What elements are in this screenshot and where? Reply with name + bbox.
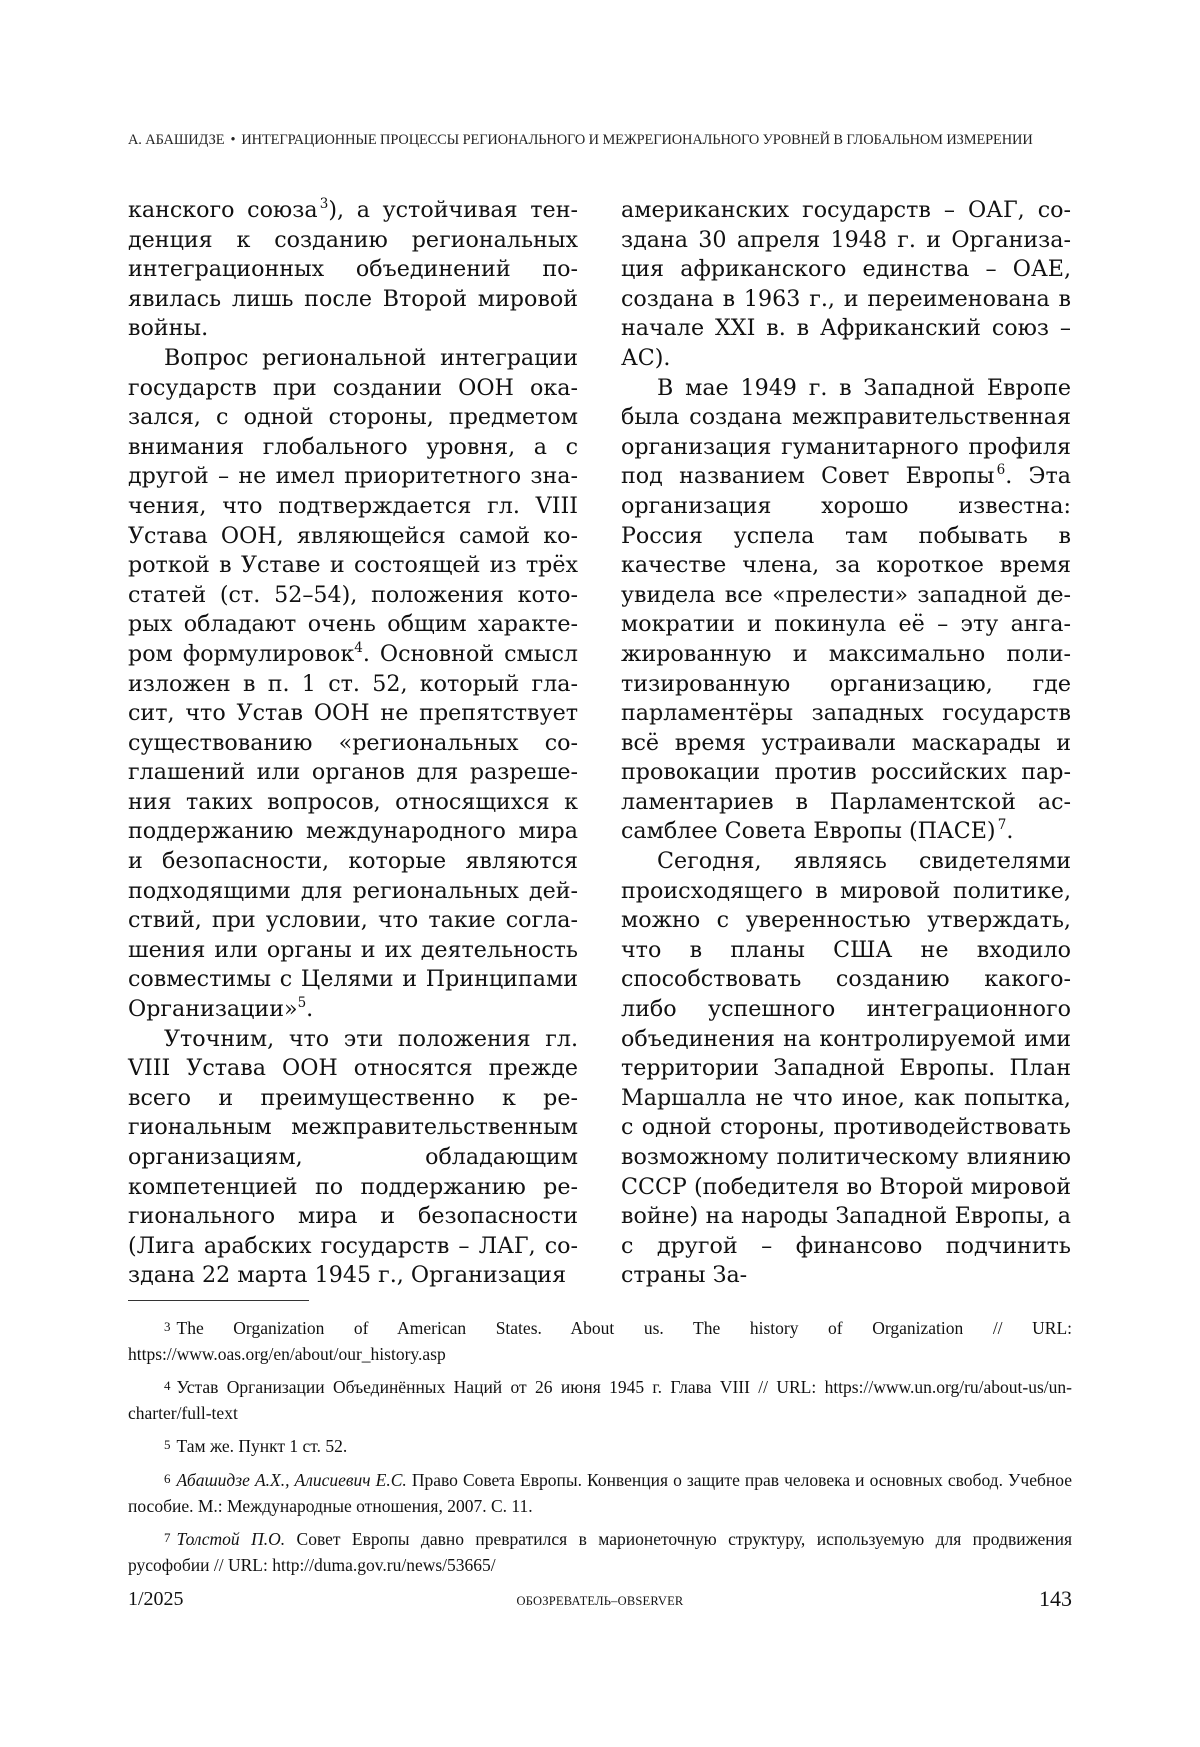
footnote-3: 3 The Organization of American States. About us. The history of Organization // URL: https://www.oas.org/en/about/our_history.asp bbox=[128, 1318, 1072, 1364]
header-author: А. АБАШИДЗЕ bbox=[128, 132, 225, 148]
footnote-ref-4[interactable]: 4 bbox=[354, 639, 363, 656]
left-paragraph-1: канского союза $^3$), а устойчивая тенденция к созданию региональных интеграционных объединений появилась лишь после Второй мировой войны. bbox=[128, 196, 578, 342]
footnote-7: 7 Толстой П.О. Совет Европы давно превратился в марионеточную структуру, используемую для продвижения русофобии // URL: http://duma.gov.ru/news/53665/ bbox=[128, 1529, 1072, 1575]
left-paragraph-2: Вопрос региональной интеграции государств при создании ООН оказался, с одной стороны, предметом внимания глобального уровня, а с другой – не имел приоритетного значения, что подтверждается гл. VIII Устава ООН, являющейся самой короткой в Уставе и состоящей из трёх статей (ст. 52–54), положения которых обладают очень общим характером формулировок$^4$. Основной смысл изложен в п. 1 ст. 52, который гласит, что Устав ООН не препятствует существованию «региональных соглашений или органов для разрешения таких вопросов, относящихся к поддержанию международного мира и безопасности, которые являются подходящими для региональных действий, при условии, что такие соглашения или органы и их деятельность совместимы с Целями и Принципами Организации»$^5$. bbox=[128, 344, 578, 1023]
footnote-ref-7[interactable]: 7 bbox=[997, 817, 1007, 834]
left-column bbox=[128, 196, 578, 1291]
left-paragraph-3: Уточним, что эти положения гл. VIII Устава ООН относятся прежде всего и преимущественно к региональным межправительственным организациям, обладающим компетенцией по поддержанию регионального мира и безопасности (Лига арабских государств – ЛАГ, создана 22 марта 1945 г., Организация bbox=[128, 1025, 578, 1289]
right-paragraph-1: американских государств – ОАГ, создана 30 апреля 1948 г. и Организация африканского единства – ОАЕ, создана в 1963 г., и переименована в начале XXI в. в Африканский союз – АС). bbox=[621, 197, 1071, 371]
footnotes bbox=[128, 1314, 1072, 1584]
footnote-link[interactable]: Устав Организации Объединённых Наций от 26 июня 1945 г. Глава VIII // URL: https://www.un.org/ru/about-us/un-charter/full-text bbox=[128, 1377, 1072, 1423]
footnote-link[interactable]: The Organization of American States. About us. The history of Organization // URL: https://www.oas.org/en/about/our_history.asp bbox=[128, 1318, 1072, 1364]
footnote-divider bbox=[128, 1300, 309, 1301]
footnote-ref-3[interactable]: 3 bbox=[319, 196, 329, 212]
running-header bbox=[128, 132, 1072, 149]
journal-name: ОБОЗРЕВАТЕЛЬ–OBSERVER bbox=[516, 1594, 684, 1608]
footnote-link[interactable]: Совет Европы давно превратился в марионеточную структуру, используемую для продвижения русофобии // URL: http://duma.gov.ru/news/53665/ bbox=[128, 1529, 1072, 1575]
right-paragraph-2: В мае 1949 г. в Западной Европе была создана межправительственная организация гуманитарного профиля под названием Совет Европы $^6$. Эта организация хорошо известна: Россия успела там побывать в качестве члена, за короткое время увидела все «прелести» западной демократии и покинула её – эту ангажированную и максимально политизированную организацию, где парламентёры западных государств всё время устраивали маскарады и провокации против российских парламентариев в Парламентской ассамблее Совета Европы (ПАСЕ) $^7$. bbox=[621, 374, 1071, 845]
footnote-5: 5 Там же. Пункт 1 ст. 52. bbox=[164, 1436, 348, 1457]
issue-number: 1/2025 bbox=[128, 1588, 184, 1610]
footnote-ref-6[interactable]: 6 bbox=[996, 462, 1006, 479]
footnote-ref-5[interactable]: 5 bbox=[297, 995, 307, 1012]
page-number: 143 bbox=[1039, 1586, 1072, 1611]
footnote-4: 4 Устав Организации Объединённых Наций от 26 июня 1945 г. Глава VIII // URL: https://www.un.org/ru/about-us/un-charter/full-text bbox=[128, 1377, 1072, 1423]
right-column bbox=[621, 196, 1071, 1291]
header-title: ИНТЕГРАЦИОННЫЕ ПРОЦЕССЫ РЕГИОНАЛЬНОГО И МЕЖРЕГИОНАЛЬНОГО УРОВНЕЙ В ГЛОБАЛЬНОМ ИЗМЕРЕНИИ bbox=[241, 132, 1033, 148]
header-separator: • bbox=[230, 132, 236, 148]
right-paragraph-3: Сегодня, являясь свидетелями происходящего в мировой политике, можно с уверенностью утверждать, что в планы США не входило способствовать созданию какого-либо успешного интеграционного объединения на контролируемой ими территории Западной Европы. План Маршалла не что иное, как попытка, с одной стороны, противодействовать возможному политическому влиянию СССР (победителя во Второй мировой войне) на народы Западной Европы, а с другой – финансово подчинить страны За- bbox=[621, 848, 1071, 1289]
footnote-6: 6 Абашидзе А.Х., Алисиевич Е.С. Право Совета Европы. Конвенция о защите прав человека и основных свобод. Учебное пособие. М.: Международные отношения, 2007. С. 11. bbox=[128, 1469, 1072, 1516]
